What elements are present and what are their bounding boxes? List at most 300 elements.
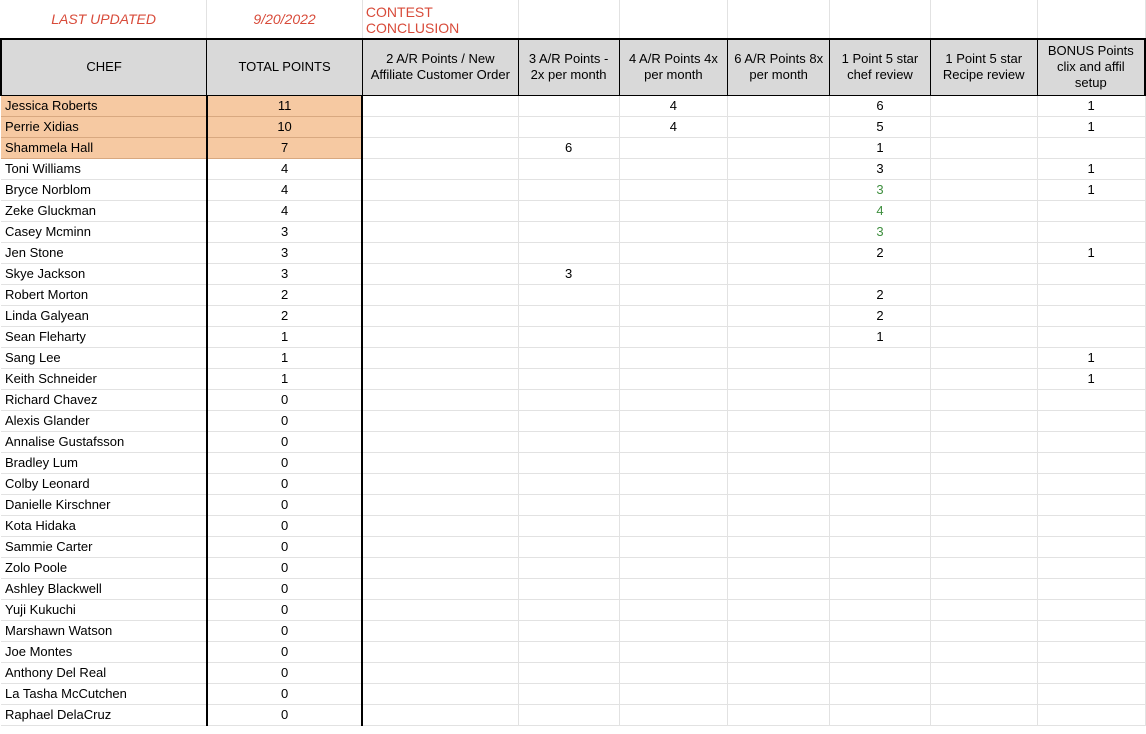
chef-name-cell[interactable]: Robert Morton bbox=[1, 284, 207, 305]
empty-cell[interactable] bbox=[830, 0, 931, 39]
table-row bbox=[1, 578, 1145, 599]
ar3-cell[interactable] bbox=[518, 641, 619, 662]
chef-name-cell[interactable]: Sean Fleharty bbox=[1, 326, 207, 347]
ar4-cell[interactable] bbox=[619, 137, 728, 158]
affiliate-order-cell[interactable] bbox=[362, 389, 518, 410]
affiliate-order-cell[interactable] bbox=[362, 473, 518, 494]
bonus-cell[interactable]: 1 bbox=[1037, 368, 1145, 389]
chef-review-cell[interactable] bbox=[830, 494, 931, 515]
ar4-cell[interactable] bbox=[619, 704, 728, 725]
ar4-cell[interactable] bbox=[619, 305, 728, 326]
affiliate-order-cell[interactable] bbox=[362, 326, 518, 347]
chef-name-cell[interactable]: Kota Hidaka bbox=[1, 515, 207, 536]
affiliate-order-cell[interactable] bbox=[362, 116, 518, 137]
table-row bbox=[1, 536, 1145, 557]
ar3-cell[interactable] bbox=[518, 620, 619, 641]
ar6-cell[interactable] bbox=[728, 221, 830, 242]
header-3-ar-points[interactable]: 3 A/R Points - 2x per month bbox=[518, 39, 619, 95]
total-points-cell[interactable]: 0 bbox=[207, 599, 363, 620]
chef-name-cell[interactable]: Sammie Carter bbox=[1, 536, 207, 557]
ar4-cell[interactable] bbox=[619, 578, 728, 599]
ar6-cell[interactable] bbox=[728, 431, 830, 452]
total-points-cell[interactable]: 1 bbox=[207, 347, 363, 368]
chef-review-cell[interactable] bbox=[830, 431, 931, 452]
total-points-cell[interactable]: 11 bbox=[207, 95, 363, 116]
chef-name-cell[interactable]: Joe Montes bbox=[1, 641, 207, 662]
chef-name-cell[interactable]: Perrie Xidias bbox=[1, 116, 207, 137]
recipe-review-cell[interactable] bbox=[930, 116, 1037, 137]
ar3-cell[interactable] bbox=[518, 410, 619, 431]
bonus-cell[interactable] bbox=[1037, 389, 1145, 410]
ar3-cell[interactable] bbox=[518, 431, 619, 452]
affiliate-order-cell[interactable] bbox=[362, 620, 518, 641]
ar4-cell[interactable] bbox=[619, 620, 728, 641]
ar4-cell[interactable] bbox=[619, 368, 728, 389]
ar4-cell[interactable] bbox=[619, 536, 728, 557]
affiliate-order-cell[interactable] bbox=[362, 578, 518, 599]
bonus-cell[interactable] bbox=[1037, 683, 1145, 704]
chef-name-cell[interactable]: Jen Stone bbox=[1, 242, 207, 263]
bonus-cell[interactable] bbox=[1037, 221, 1145, 242]
ar6-cell[interactable] bbox=[728, 284, 830, 305]
header-total-points[interactable]: TOTAL POINTS bbox=[207, 39, 363, 95]
bonus-cell[interactable]: 1 bbox=[1037, 242, 1145, 263]
chef-review-cell[interactable]: 1 bbox=[830, 326, 931, 347]
chef-review-cell[interactable] bbox=[830, 263, 931, 284]
total-points-cell[interactable]: 0 bbox=[207, 683, 363, 704]
ar6-cell[interactable] bbox=[728, 515, 830, 536]
total-points-cell[interactable]: 0 bbox=[207, 452, 363, 473]
bonus-cell[interactable] bbox=[1037, 137, 1145, 158]
ar4-cell[interactable] bbox=[619, 242, 728, 263]
bonus-cell[interactable]: 1 bbox=[1037, 347, 1145, 368]
recipe-review-cell[interactable] bbox=[930, 431, 1037, 452]
recipe-review-cell[interactable] bbox=[930, 368, 1037, 389]
chef-name-cell[interactable]: Marshawn Watson bbox=[1, 620, 207, 641]
ar6-cell[interactable] bbox=[728, 347, 830, 368]
chef-review-cell[interactable] bbox=[830, 683, 931, 704]
total-points-cell[interactable]: 0 bbox=[207, 536, 363, 557]
chef-review-cell[interactable]: 3 bbox=[830, 158, 931, 179]
ar3-cell[interactable] bbox=[518, 557, 619, 578]
ar3-cell[interactable] bbox=[518, 452, 619, 473]
ar4-cell[interactable] bbox=[619, 599, 728, 620]
header-4-ar-points[interactable]: 4 A/R Points 4x per month bbox=[619, 39, 728, 95]
ar3-cell[interactable] bbox=[518, 305, 619, 326]
total-points-cell[interactable]: 1 bbox=[207, 326, 363, 347]
bonus-cell[interactable] bbox=[1037, 641, 1145, 662]
ar3-cell[interactable] bbox=[518, 389, 619, 410]
affiliate-order-cell[interactable] bbox=[362, 242, 518, 263]
ar3-cell[interactable] bbox=[518, 473, 619, 494]
bonus-cell[interactable] bbox=[1037, 494, 1145, 515]
ar3-cell[interactable] bbox=[518, 158, 619, 179]
bonus-cell[interactable] bbox=[1037, 326, 1145, 347]
table-row bbox=[1, 662, 1145, 683]
chef-name-cell[interactable]: Ashley Blackwell bbox=[1, 578, 207, 599]
bonus-cell[interactable]: 1 bbox=[1037, 95, 1145, 116]
ar6-cell[interactable] bbox=[728, 410, 830, 431]
affiliate-order-cell[interactable] bbox=[362, 263, 518, 284]
ar3-cell[interactable] bbox=[518, 347, 619, 368]
bonus-cell[interactable]: 1 bbox=[1037, 179, 1145, 200]
chef-name-cell[interactable]: Zeke Gluckman bbox=[1, 200, 207, 221]
table-row bbox=[1, 200, 1145, 221]
affiliate-order-cell[interactable] bbox=[362, 410, 518, 431]
chef-review-cell[interactable]: 3 bbox=[830, 179, 931, 200]
ar4-cell[interactable] bbox=[619, 410, 728, 431]
ar4-cell[interactable] bbox=[619, 221, 728, 242]
header-chef-review[interactable]: 1 Point 5 star chef review bbox=[830, 39, 931, 95]
total-points-cell[interactable]: 0 bbox=[207, 431, 363, 452]
recipe-review-cell[interactable] bbox=[930, 284, 1037, 305]
ar4-cell[interactable] bbox=[619, 326, 728, 347]
recipe-review-cell[interactable] bbox=[930, 515, 1037, 536]
chef-name-cell[interactable]: Colby Leonard bbox=[1, 473, 207, 494]
chef-review-cell[interactable] bbox=[830, 536, 931, 557]
chef-name-cell[interactable]: Yuji Kukuchi bbox=[1, 599, 207, 620]
bonus-cell[interactable] bbox=[1037, 620, 1145, 641]
affiliate-order-cell[interactable] bbox=[362, 599, 518, 620]
table-row bbox=[1, 473, 1145, 494]
ar6-cell[interactable] bbox=[728, 368, 830, 389]
recipe-review-cell[interactable] bbox=[930, 620, 1037, 641]
ar6-cell[interactable] bbox=[728, 704, 830, 725]
ar4-cell[interactable] bbox=[619, 284, 728, 305]
recipe-review-cell[interactable] bbox=[930, 557, 1037, 578]
table-row bbox=[1, 599, 1145, 620]
ar3-cell[interactable] bbox=[518, 536, 619, 557]
recipe-review-cell[interactable] bbox=[930, 95, 1037, 116]
bonus-cell[interactable] bbox=[1037, 431, 1145, 452]
chef-review-cell[interactable] bbox=[830, 620, 931, 641]
chef-name-cell[interactable]: Richard Chavez bbox=[1, 389, 207, 410]
chef-review-cell[interactable]: 6 bbox=[830, 95, 931, 116]
ar3-cell[interactable] bbox=[518, 179, 619, 200]
ar3-cell[interactable] bbox=[518, 662, 619, 683]
chef-name-cell[interactable]: Jessica Roberts bbox=[1, 95, 207, 116]
total-points-cell[interactable]: 0 bbox=[207, 578, 363, 599]
total-points-cell[interactable]: 4 bbox=[207, 158, 363, 179]
ar3-cell[interactable] bbox=[518, 221, 619, 242]
chef-review-cell[interactable] bbox=[830, 557, 931, 578]
ar3-cell[interactable] bbox=[518, 515, 619, 536]
chef-name-cell[interactable]: Zolo Poole bbox=[1, 557, 207, 578]
contest-line-2: CONCLUSION bbox=[365, 19, 460, 36]
recipe-review-cell[interactable] bbox=[930, 662, 1037, 683]
ar3-cell[interactable] bbox=[518, 242, 619, 263]
recipe-review-cell[interactable] bbox=[930, 221, 1037, 242]
affiliate-order-cell[interactable] bbox=[362, 452, 518, 473]
total-points-cell[interactable]: 10 bbox=[207, 116, 363, 137]
chef-name-cell[interactable]: Shammela Hall bbox=[1, 137, 207, 158]
chef-name-cell[interactable]: Bryce Norblom bbox=[1, 179, 207, 200]
ar4-cell[interactable] bbox=[619, 347, 728, 368]
affiliate-order-cell[interactable] bbox=[362, 641, 518, 662]
chef-review-cell[interactable] bbox=[830, 347, 931, 368]
ar3-cell[interactable] bbox=[518, 599, 619, 620]
ar4-cell[interactable] bbox=[619, 389, 728, 410]
table-row bbox=[1, 179, 1145, 200]
chef-name-cell[interactable]: La Tasha McCutchen bbox=[1, 683, 207, 704]
ar4-cell[interactable]: 4 bbox=[619, 116, 728, 137]
recipe-review-cell[interactable] bbox=[930, 683, 1037, 704]
recipe-review-cell[interactable] bbox=[930, 326, 1037, 347]
ar3-cell[interactable] bbox=[518, 683, 619, 704]
total-points-cell[interactable]: 0 bbox=[207, 494, 363, 515]
ar4-cell[interactable] bbox=[619, 158, 728, 179]
chef-name-cell[interactable]: Sang Lee bbox=[1, 347, 207, 368]
recipe-review-cell[interactable] bbox=[930, 200, 1037, 221]
total-points-cell[interactable]: 3 bbox=[207, 242, 363, 263]
ar4-cell[interactable] bbox=[619, 494, 728, 515]
chef-name-cell[interactable]: Anthony Del Real bbox=[1, 662, 207, 683]
ar4-cell[interactable] bbox=[619, 515, 728, 536]
ar3-cell[interactable] bbox=[518, 578, 619, 599]
ar4-cell[interactable] bbox=[619, 431, 728, 452]
chef-name-cell[interactable]: Alexis Glander bbox=[1, 410, 207, 431]
ar6-cell[interactable] bbox=[728, 179, 830, 200]
bonus-cell[interactable] bbox=[1037, 515, 1145, 536]
ar6-cell[interactable] bbox=[728, 305, 830, 326]
ar3-cell[interactable] bbox=[518, 494, 619, 515]
ar4-cell[interactable]: 4 bbox=[619, 95, 728, 116]
ar3-cell[interactable] bbox=[518, 95, 619, 116]
affiliate-order-cell[interactable] bbox=[362, 95, 518, 116]
last-updated-label-cell[interactable] bbox=[1, 0, 207, 39]
chef-review-cell[interactable]: 4 bbox=[830, 200, 931, 221]
ar6-cell[interactable] bbox=[728, 326, 830, 347]
table-row bbox=[1, 620, 1145, 641]
ar6-cell[interactable] bbox=[728, 578, 830, 599]
ar6-cell[interactable] bbox=[728, 473, 830, 494]
affiliate-order-cell[interactable] bbox=[362, 662, 518, 683]
total-points-cell[interactable]: 0 bbox=[207, 662, 363, 683]
ar6-cell[interactable] bbox=[728, 116, 830, 137]
chef-review-cell[interactable] bbox=[830, 578, 931, 599]
ar3-cell[interactable] bbox=[518, 284, 619, 305]
affiliate-order-cell[interactable] bbox=[362, 494, 518, 515]
total-points-cell[interactable]: 0 bbox=[207, 641, 363, 662]
chef-review-cell[interactable] bbox=[830, 599, 931, 620]
ar4-cell[interactable] bbox=[619, 452, 728, 473]
chef-review-cell[interactable] bbox=[830, 662, 931, 683]
recipe-review-cell[interactable] bbox=[930, 452, 1037, 473]
ar6-cell[interactable] bbox=[728, 137, 830, 158]
recipe-review-cell[interactable] bbox=[930, 494, 1037, 515]
recipe-review-cell[interactable] bbox=[930, 599, 1037, 620]
total-points-cell[interactable]: 0 bbox=[207, 473, 363, 494]
total-points-cell[interactable]: 1 bbox=[207, 368, 363, 389]
bonus-cell[interactable]: 1 bbox=[1037, 116, 1145, 137]
chef-review-cell[interactable]: 3 bbox=[830, 221, 931, 242]
affiliate-order-cell[interactable] bbox=[362, 200, 518, 221]
ar4-cell[interactable] bbox=[619, 662, 728, 683]
affiliate-order-cell[interactable] bbox=[362, 704, 518, 725]
total-points-cell[interactable]: 0 bbox=[207, 620, 363, 641]
chef-review-cell[interactable]: 1 bbox=[830, 137, 931, 158]
total-points-cell[interactable]: 2 bbox=[207, 284, 363, 305]
ar6-cell[interactable] bbox=[728, 200, 830, 221]
chef-name-cell[interactable]: Casey Mcminn bbox=[1, 221, 207, 242]
recipe-review-cell[interactable] bbox=[930, 347, 1037, 368]
ar6-cell[interactable] bbox=[728, 557, 830, 578]
ar4-cell[interactable] bbox=[619, 473, 728, 494]
contest-conclusion-cell[interactable] bbox=[362, 0, 518, 39]
last-updated-date-cell[interactable] bbox=[207, 0, 363, 39]
recipe-review-cell[interactable] bbox=[930, 704, 1037, 725]
chef-review-cell[interactable] bbox=[830, 641, 931, 662]
affiliate-order-cell[interactable] bbox=[362, 284, 518, 305]
chef-review-cell[interactable] bbox=[830, 389, 931, 410]
affiliate-order-cell[interactable] bbox=[362, 179, 518, 200]
ar3-cell[interactable] bbox=[518, 326, 619, 347]
empty-cell[interactable] bbox=[728, 0, 830, 39]
affiliate-order-cell[interactable] bbox=[362, 347, 518, 368]
chef-name-cell[interactable]: Danielle Kirschner bbox=[1, 494, 207, 515]
bonus-cell[interactable] bbox=[1037, 599, 1145, 620]
chef-review-cell[interactable]: 2 bbox=[830, 284, 931, 305]
affiliate-order-cell[interactable] bbox=[362, 305, 518, 326]
chef-name-cell[interactable]: Toni Williams bbox=[1, 158, 207, 179]
ar6-cell[interactable] bbox=[728, 536, 830, 557]
ar6-cell[interactable] bbox=[728, 389, 830, 410]
total-points-cell[interactable]: 3 bbox=[207, 263, 363, 284]
total-points-cell[interactable]: 7 bbox=[207, 137, 363, 158]
header-bonus-points[interactable]: BONUS Points clix and affil setup bbox=[1037, 39, 1145, 95]
recipe-review-cell[interactable] bbox=[930, 263, 1037, 284]
chef-review-cell[interactable] bbox=[830, 473, 931, 494]
recipe-review-cell[interactable] bbox=[930, 641, 1037, 662]
recipe-review-cell[interactable] bbox=[930, 305, 1037, 326]
ar3-cell[interactable] bbox=[518, 116, 619, 137]
header-6-ar-points[interactable]: 6 A/R Points 8x per month bbox=[728, 39, 830, 95]
chef-review-cell[interactable]: 5 bbox=[830, 116, 931, 137]
ar6-cell[interactable] bbox=[728, 242, 830, 263]
ar6-cell[interactable] bbox=[728, 263, 830, 284]
ar6-cell[interactable] bbox=[728, 683, 830, 704]
ar6-cell[interactable] bbox=[728, 599, 830, 620]
ar6-cell[interactable] bbox=[728, 620, 830, 641]
recipe-review-cell[interactable] bbox=[930, 473, 1037, 494]
empty-cell[interactable] bbox=[1037, 0, 1145, 39]
recipe-review-cell[interactable] bbox=[930, 179, 1037, 200]
empty-cell[interactable] bbox=[930, 0, 1037, 39]
header-recipe-review[interactable]: 1 Point 5 star Recipe review bbox=[930, 39, 1037, 95]
affiliate-order-cell[interactable] bbox=[362, 137, 518, 158]
chef-name-cell[interactable]: Annalise Gustafsson bbox=[1, 431, 207, 452]
ar3-cell[interactable]: 6 bbox=[518, 137, 619, 158]
ar3-cell[interactable] bbox=[518, 368, 619, 389]
recipe-review-cell[interactable] bbox=[930, 410, 1037, 431]
recipe-review-cell[interactable] bbox=[930, 137, 1037, 158]
affiliate-order-cell[interactable] bbox=[362, 515, 518, 536]
ar6-cell[interactable] bbox=[728, 641, 830, 662]
ar4-cell[interactable] bbox=[619, 683, 728, 704]
affiliate-order-cell[interactable] bbox=[362, 221, 518, 242]
table-row bbox=[1, 116, 1145, 137]
ar6-cell[interactable] bbox=[728, 95, 830, 116]
ar3-cell[interactable] bbox=[518, 200, 619, 221]
affiliate-order-cell[interactable] bbox=[362, 368, 518, 389]
recipe-review-cell[interactable] bbox=[930, 536, 1037, 557]
total-points-cell[interactable]: 4 bbox=[207, 179, 363, 200]
header-new-affiliate-order[interactable]: 2 A/R Points / New Affiliate Customer Order bbox=[362, 39, 518, 95]
header-chef[interactable]: CHEF bbox=[1, 39, 207, 95]
chef-review-cell[interactable] bbox=[830, 704, 931, 725]
bonus-cell[interactable] bbox=[1037, 662, 1145, 683]
total-points-cell[interactable]: 0 bbox=[207, 410, 363, 431]
total-points-cell[interactable]: 4 bbox=[207, 200, 363, 221]
recipe-review-cell[interactable] bbox=[930, 158, 1037, 179]
bonus-cell[interactable] bbox=[1037, 578, 1145, 599]
bonus-cell[interactable] bbox=[1037, 536, 1145, 557]
contest-line-1: CONTEST bbox=[365, 3, 433, 20]
ar4-cell[interactable] bbox=[619, 557, 728, 578]
ar3-cell[interactable]: 3 bbox=[518, 263, 619, 284]
chef-review-cell[interactable] bbox=[830, 410, 931, 431]
affiliate-order-cell[interactable] bbox=[362, 536, 518, 557]
ar6-cell[interactable] bbox=[728, 452, 830, 473]
total-points-cell[interactable]: 0 bbox=[207, 389, 363, 410]
chef-review-cell[interactable]: 2 bbox=[830, 242, 931, 263]
affiliate-order-cell[interactable] bbox=[362, 431, 518, 452]
bonus-cell[interactable] bbox=[1037, 200, 1145, 221]
total-points-cell[interactable]: 2 bbox=[207, 305, 363, 326]
chef-name-cell[interactable]: Raphael DelaCruz bbox=[1, 704, 207, 725]
chef-review-cell[interactable] bbox=[830, 452, 931, 473]
chef-name-cell[interactable]: Bradley Lum bbox=[1, 452, 207, 473]
ar4-cell[interactable] bbox=[619, 179, 728, 200]
bonus-cell[interactable] bbox=[1037, 284, 1145, 305]
ar6-cell[interactable] bbox=[728, 494, 830, 515]
affiliate-order-cell[interactable] bbox=[362, 683, 518, 704]
ar4-cell[interactable] bbox=[619, 641, 728, 662]
recipe-review-cell[interactable] bbox=[930, 242, 1037, 263]
bonus-cell[interactable] bbox=[1037, 263, 1145, 284]
chef-review-cell[interactable] bbox=[830, 368, 931, 389]
ar4-cell[interactable] bbox=[619, 263, 728, 284]
recipe-review-cell[interactable] bbox=[930, 578, 1037, 599]
recipe-review-cell[interactable] bbox=[930, 389, 1037, 410]
empty-cell[interactable] bbox=[619, 0, 728, 39]
chef-review-cell[interactable] bbox=[830, 515, 931, 536]
ar4-cell[interactable] bbox=[619, 200, 728, 221]
bonus-cell[interactable] bbox=[1037, 452, 1145, 473]
chef-name-cell[interactable]: Linda Galyean bbox=[1, 305, 207, 326]
last-updated-label: LAST UPDATED bbox=[51, 11, 156, 27]
ar6-cell[interactable] bbox=[728, 158, 830, 179]
bonus-cell[interactable]: 1 bbox=[1037, 158, 1145, 179]
bonus-cell[interactable] bbox=[1037, 557, 1145, 578]
ar6-cell[interactable] bbox=[728, 662, 830, 683]
bonus-cell[interactable] bbox=[1037, 704, 1145, 725]
chef-name-cell[interactable]: Skye Jackson bbox=[1, 263, 207, 284]
bonus-cell[interactable] bbox=[1037, 473, 1145, 494]
total-points-cell[interactable]: 0 bbox=[207, 704, 363, 725]
affiliate-order-cell[interactable] bbox=[362, 557, 518, 578]
total-points-cell[interactable]: 0 bbox=[207, 557, 363, 578]
ar3-cell[interactable] bbox=[518, 704, 619, 725]
bonus-cell[interactable] bbox=[1037, 410, 1145, 431]
empty-cell[interactable] bbox=[518, 0, 619, 39]
chef-name-cell[interactable]: Keith Schneider bbox=[1, 368, 207, 389]
chef-review-cell[interactable]: 2 bbox=[830, 305, 931, 326]
total-points-cell[interactable]: 3 bbox=[207, 221, 363, 242]
total-points-cell[interactable]: 0 bbox=[207, 515, 363, 536]
affiliate-order-cell[interactable] bbox=[362, 158, 518, 179]
bonus-cell[interactable] bbox=[1037, 305, 1145, 326]
